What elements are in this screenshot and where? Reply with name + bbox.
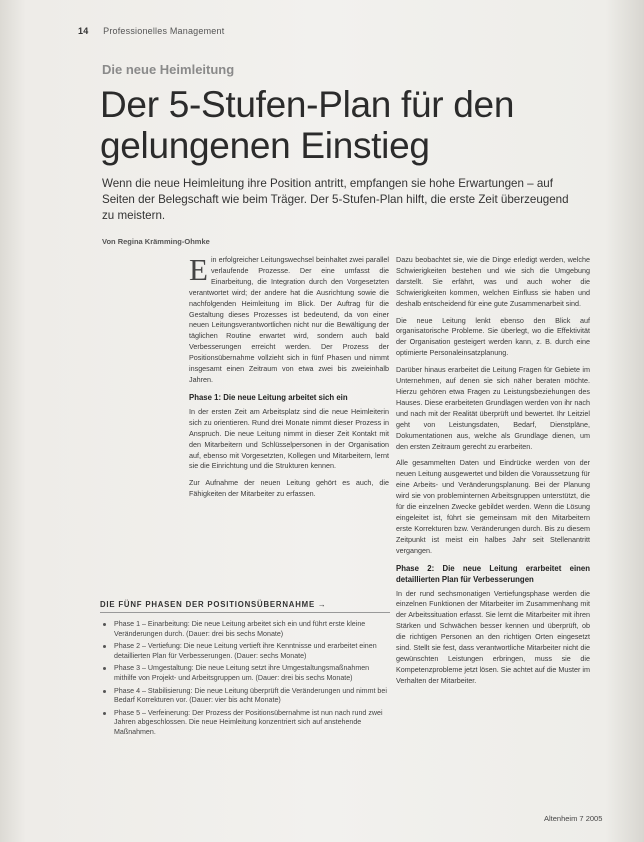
running-header [78,26,224,36]
section-label: Professionelles Management [103,26,225,36]
paragraph: Darüber hinaus erarbeitet die Leitung Fragen für Gebiete im Unternehmen, auf denen sie sich näher beraten möchte. Hierzu gehören etwa Fragen zu Leistungsbeziehungen des Hauses. Diese erarbeiteten Grundlagen werden von ihr nach und nach mit der Realität überprüft und bewertet. Ihr Leitziel geht von Leistungsdaten, Bedarf, Dienstpläne, Dokumentationen aus, welche als Grundlage dienen, um den ersten Zeitraum gerecht zu erarbeiten. [396,365,590,451]
paragraph: Die neue Leitung lenkt ebenso den Blick auf organisatorische Probleme. Sie überlegt, wo die Effektivität der Organisation gesteigert werden kann, z. B. durch eine optimierte Personaleinsatzplanung. [396,315,590,358]
phases-box-heading: DIE FÜNF PHASEN DER POSITIONSÜBERNAHME → [100,600,390,613]
list-item-text: Phase 3 – Umgestaltung: Die neue Leitung setzt ihre Umgestaltungsmaßnahmen mithilfe von Projekt- und Arbeitsgruppen um. (Dauer: drei bis sechs Monate) [114,664,370,682]
list-item [100,664,390,683]
paragraph: In der ersten Zeit am Arbeitsplatz sind die neue Heimleiterin sich zu orientieren. Rund drei Monate nimmt dieser Prozess in Anspruch. Die neue Leitung nimmt in dieser Zeit Kontakt mit den Mitarbeitern und Schlüsselpersonen in der Organisation auf, ebenso mit Vorgesetzten, Kollegen und Mitarbeitern, lernt sie die Einrichtung und die Strukturen kennen. [189,406,389,471]
list-item [100,642,390,661]
list-item-text: Phase 2 – Vertiefung: Die neue Leitung vertieft ihre Kenntnisse und erarbeitet einen detaillierten Plan für Verbesserungen. (Dauer: sechs Monate) [114,642,377,660]
dropcap: E [189,252,208,287]
article-title: Der 5-Stufen-Plan für den gelungenen Einstieg [100,84,515,166]
article-kicker: Die neue Heimleitung [102,62,235,77]
bullet-icon [103,667,106,670]
right-column [396,255,590,693]
phases-list [100,620,390,738]
author-byline: Von Regina Krämming-Ohmke [102,237,210,246]
paragraph: Zur Aufnahme der neuen Leitung gehört es auch, die Fähigkeiten der Mitarbeiter zu erfassen. [189,478,389,499]
paragraph: In der rund sechsmonatigen Vertiefungsphase werden die einzelnen Funktionen der Mitarbeiter im Zusammenhang mit der Arbeitssituation erfasst. Sie lernt die Mitarbeiter mit ihren Stärken und Schwächen besser kennen und überprüft, ob die richtigen Personen an den richtigen Orten eingesetzt sind. Stellt sie fest, dass verantwortliche Mitarbeiter nicht die gewünschten Leistungen erbringen, muss sie die Kompetenzprobleme jetzt lösen. Sie achtet auf die Muster im Verhalten der Mitarbeiter. [396,588,590,685]
phases-box [100,600,390,741]
bullet-icon [103,712,106,715]
page-footer: Altenheim 7 2005 [544,814,603,823]
left-column [189,252,389,506]
bullet-icon [103,623,106,626]
paragraph: Dazu beobachtet sie, wie die Dinge erledigt werden, welche Schwierigkeiten bestehen und wie sich die Umgebung darstellt. Sie erfährt, was und auch woher die Schwierigkeiten kommen, welchen Einfluss sie haben und deshalb entscheidend für eine gute Zusammenarbeit sind. [396,255,590,308]
page-number: 14 [78,26,89,36]
list-item [100,709,390,738]
paragraph [189,252,389,386]
paragraph: Alle gesammelten Daten und Eindrücke werden von der neuen Leitung ausgewertet und bilden die Voraussetzung für eine Arbeits- und Veränderungsplanung. Bei der Planung wird sie von probleminternen Arbeitsgruppen unterstützt, die für die einzelnen Zwecke gebildet werden. Wenn die Lösung eingeleitet ist, führt sie gemeinsam mit den Mitarbeitern erste Korrekturen bzw. Veränderungen durch. Bis zu diesem Zeitpunkt ist meist ein halbes Jahr seit Stellenantritt vergangen. [396,458,590,555]
article-lead: Wenn die neue Heimleitung ihre Position antritt, empfangen sie hohe Erwartungen – auf Seiten der Belegschaft wie beim Träger. Der 5-Stufen-Plan hilft, die erste Zeit überzeugend zu meistern. [102,177,569,222]
subheading: Phase 1: Die neue Leitung arbeitet sich ein [189,392,348,402]
list-item-text: Phase 1 – Einarbeitung: Die neue Leitung arbeitet sich ein und führt erste kleine Veränderungen durch. (Dauer: drei bis sechs Monate) [114,620,366,638]
list-item-text: Phase 4 – Stabilisierung: Die neue Leitung überprüft die Veränderungen und nimmt bei Bedarf Korrekturen vor. (Dauer: vier bis acht Monate) [114,686,387,705]
list-item [100,620,390,639]
paragraph-text: in erfolgreicher Leitungswechsel beinhaltet zwei parallel verlaufende Prozesse. Der eine umfasst die Einarbeitung, die Integration durch den Vorgesetzten verantwortet wird; der andere hat die Ausrichtung sowie die nachfolgenden Heimleitung im Blick. Der Auftrag für die Gestaltung dieses Prozesses ist bedeutend, da von einer neuen Leitungsverantwortlichen nicht nur die Bewältigung der täglichen Routine erwartet wird, sondern auch bald Verbesserungen erreicht werden. Der Prozess der Positionsübernahme vollzieht sich in fünf Phasen und nimmt insgesamt einen Zeitraum von etwa zwei bis zweieinhalb Jahren. [189,255,389,384]
list-item [100,687,390,706]
subheading: Phase 2: Die neue Leitung erarbeitet einen detaillierten Plan für Verbesserungen [396,563,590,584]
bullet-icon [103,645,106,648]
bullet-icon [103,690,106,693]
list-item-text: Phase 5 – Verfeinerung: Der Prozess der Positionsübernahme ist nun nach rund zwei Jahren abgeschlossen. Die neue Heimleitung konzentriert sich auf anstehende Maßnahmen. [114,708,383,736]
